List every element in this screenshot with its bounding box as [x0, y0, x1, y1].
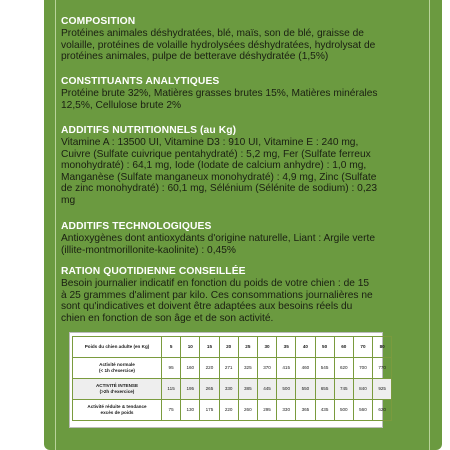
table-cell: 840	[353, 379, 372, 400]
section-composition	[61, 16, 429, 63]
weight-cell: 50	[315, 337, 334, 358]
weight-cell: 15	[200, 337, 219, 358]
section-title: COMPOSITION	[61, 16, 136, 27]
section-nutritional-additives	[61, 125, 429, 207]
weight-cell: 35	[277, 337, 296, 358]
section-line: Manganèse (Sulfate manganeux monohydraté) : 4,9 mg, Zinc (Sulfate	[61, 171, 377, 183]
table-cell: 435	[315, 400, 334, 421]
table-cell: 330	[277, 400, 296, 421]
section-title: RATION QUOTIDIENNE CONSEILLÉE	[61, 266, 246, 277]
row-label-line: Activité normale	[99, 362, 135, 368]
table-cell: 325	[238, 358, 257, 379]
table-cell: 95	[162, 358, 181, 379]
table-cell: 550	[296, 379, 315, 400]
section-line: chien en fonction de son âge et de son activité.	[61, 312, 274, 324]
table-row	[73, 358, 392, 379]
section-line: de zinc monohydraté) : 60,1 mg, Sélénium (Sélénite de sodium) : 0,23	[61, 183, 377, 195]
weight-cell: 60	[334, 337, 353, 358]
weight-cell: 80	[373, 337, 392, 358]
section-line: Protéine brute 32%, Matières grasses brutes 15%, Matières minérales	[61, 88, 378, 99]
table-cell: 175	[200, 400, 219, 421]
table-cell: 195	[181, 379, 200, 400]
table-cell: 460	[296, 358, 315, 379]
section-line: monohydraté) : 64,1 mg, Iode (Iodate de calcium anhydre) : 1,0 mg,	[61, 160, 367, 172]
section-analytical-constituents	[61, 76, 429, 111]
section-title: CONSTITUANTS ANALYTIQUES	[61, 76, 220, 87]
table-cell: 75	[162, 400, 181, 421]
table-cell: 655	[315, 379, 334, 400]
table-cell: 745	[334, 379, 353, 400]
section-line: Cuivre (Sulfate cuivrique pentahydraté) : 5,2 mg, Fer (Sulfate ferreux	[61, 148, 371, 160]
weight-cell: 30	[257, 337, 276, 358]
table-row	[73, 400, 392, 421]
section-line: Antioxygènes dont antioxydants d'origine naturelle, Liant : Argile verte	[61, 233, 375, 244]
table-cell: 260	[238, 400, 257, 421]
section-daily-ration	[61, 266, 429, 324]
section-title: ADDITIFS TECHNOLOGIQUES	[61, 221, 212, 232]
row-label	[73, 358, 162, 379]
table-cell: 220	[219, 400, 238, 421]
table-cell: 115	[162, 379, 181, 400]
section-line: Besoin journalier indicatif en fonction du poids de votre chien : de 15	[61, 278, 370, 289]
table-cell: 220	[200, 358, 219, 379]
section-line: 12,5%, Cellulose brute 2%	[61, 99, 182, 111]
weight-cell: 20	[219, 337, 238, 358]
weight-cell: 70	[353, 337, 372, 358]
weight-cell: 40	[296, 337, 315, 358]
table-cell: 330	[219, 379, 238, 400]
table-cell: 545	[315, 358, 334, 379]
section-line: sont qu'indicatives et doivent être adaptées aux besoins réels du	[61, 301, 353, 313]
row-label-line: (>2h d'exercice)	[99, 389, 135, 394]
table-cell: 500	[277, 379, 296, 400]
ration-table	[72, 336, 392, 421]
section-line: volaille, protéines de volaille hydrolysées déshydratées, hydrolysat de	[61, 39, 376, 51]
weight-cell: 25	[238, 337, 257, 358]
table-cell: 700	[353, 358, 372, 379]
table-cell: 620	[334, 358, 353, 379]
section-line: (illite-montmorillonite-kaolinite) : 0,45%	[61, 244, 236, 256]
table-cell: 385	[238, 379, 257, 400]
row-label	[73, 400, 162, 421]
weight-cell: 5	[162, 337, 181, 358]
weight-cell: 10	[181, 337, 200, 358]
table-cell: 370	[257, 358, 276, 379]
table-cell: 130	[181, 400, 200, 421]
row-label-line: ACTIVITÉ INTENSE	[95, 383, 139, 389]
table-cell: 295	[257, 400, 276, 421]
table-cell: 265	[200, 379, 219, 400]
table-cell: 925	[373, 379, 392, 400]
table-cell: 365	[296, 400, 315, 421]
row-label-line: (< 1h d'exercice)	[99, 368, 135, 373]
section-technological-additives	[61, 221, 429, 256]
table-cell: 770	[373, 358, 392, 379]
table-cell: 415	[277, 358, 296, 379]
table-row	[73, 379, 392, 400]
table-header-label: Poids du chien adulte (en Kg)	[73, 337, 162, 358]
section-line: Vitamine A : 13500 UI, Vitamine D3 : 910 UI, Vitamine E : 240 mg,	[61, 137, 359, 148]
row-label-line: Activité réduite & tendance	[87, 404, 147, 410]
row-label	[73, 379, 162, 400]
table-cell: 560	[353, 400, 372, 421]
table-cell: 620	[373, 400, 392, 421]
section-line: mg	[61, 194, 76, 206]
table-cell: 160	[181, 358, 200, 379]
section-line: protéines animales, pulpe de betterave déshydratée (1,5%)	[61, 51, 329, 63]
table-cell: 500	[334, 400, 353, 421]
section-line: à 25 grammes d'aliment par kilo. Ces consommations journalières ne	[61, 289, 373, 301]
row-label-line: excès de poids	[100, 410, 134, 415]
section-title: ADDITIFS NUTRITIONNELS (au Kg)	[61, 125, 237, 136]
table-header-row	[73, 337, 392, 358]
table-cell: 271	[219, 358, 238, 379]
table-cell: 445	[257, 379, 276, 400]
section-line: Protéines animales déshydratées, blé, maïs, son de blé, graisse de	[61, 28, 364, 39]
